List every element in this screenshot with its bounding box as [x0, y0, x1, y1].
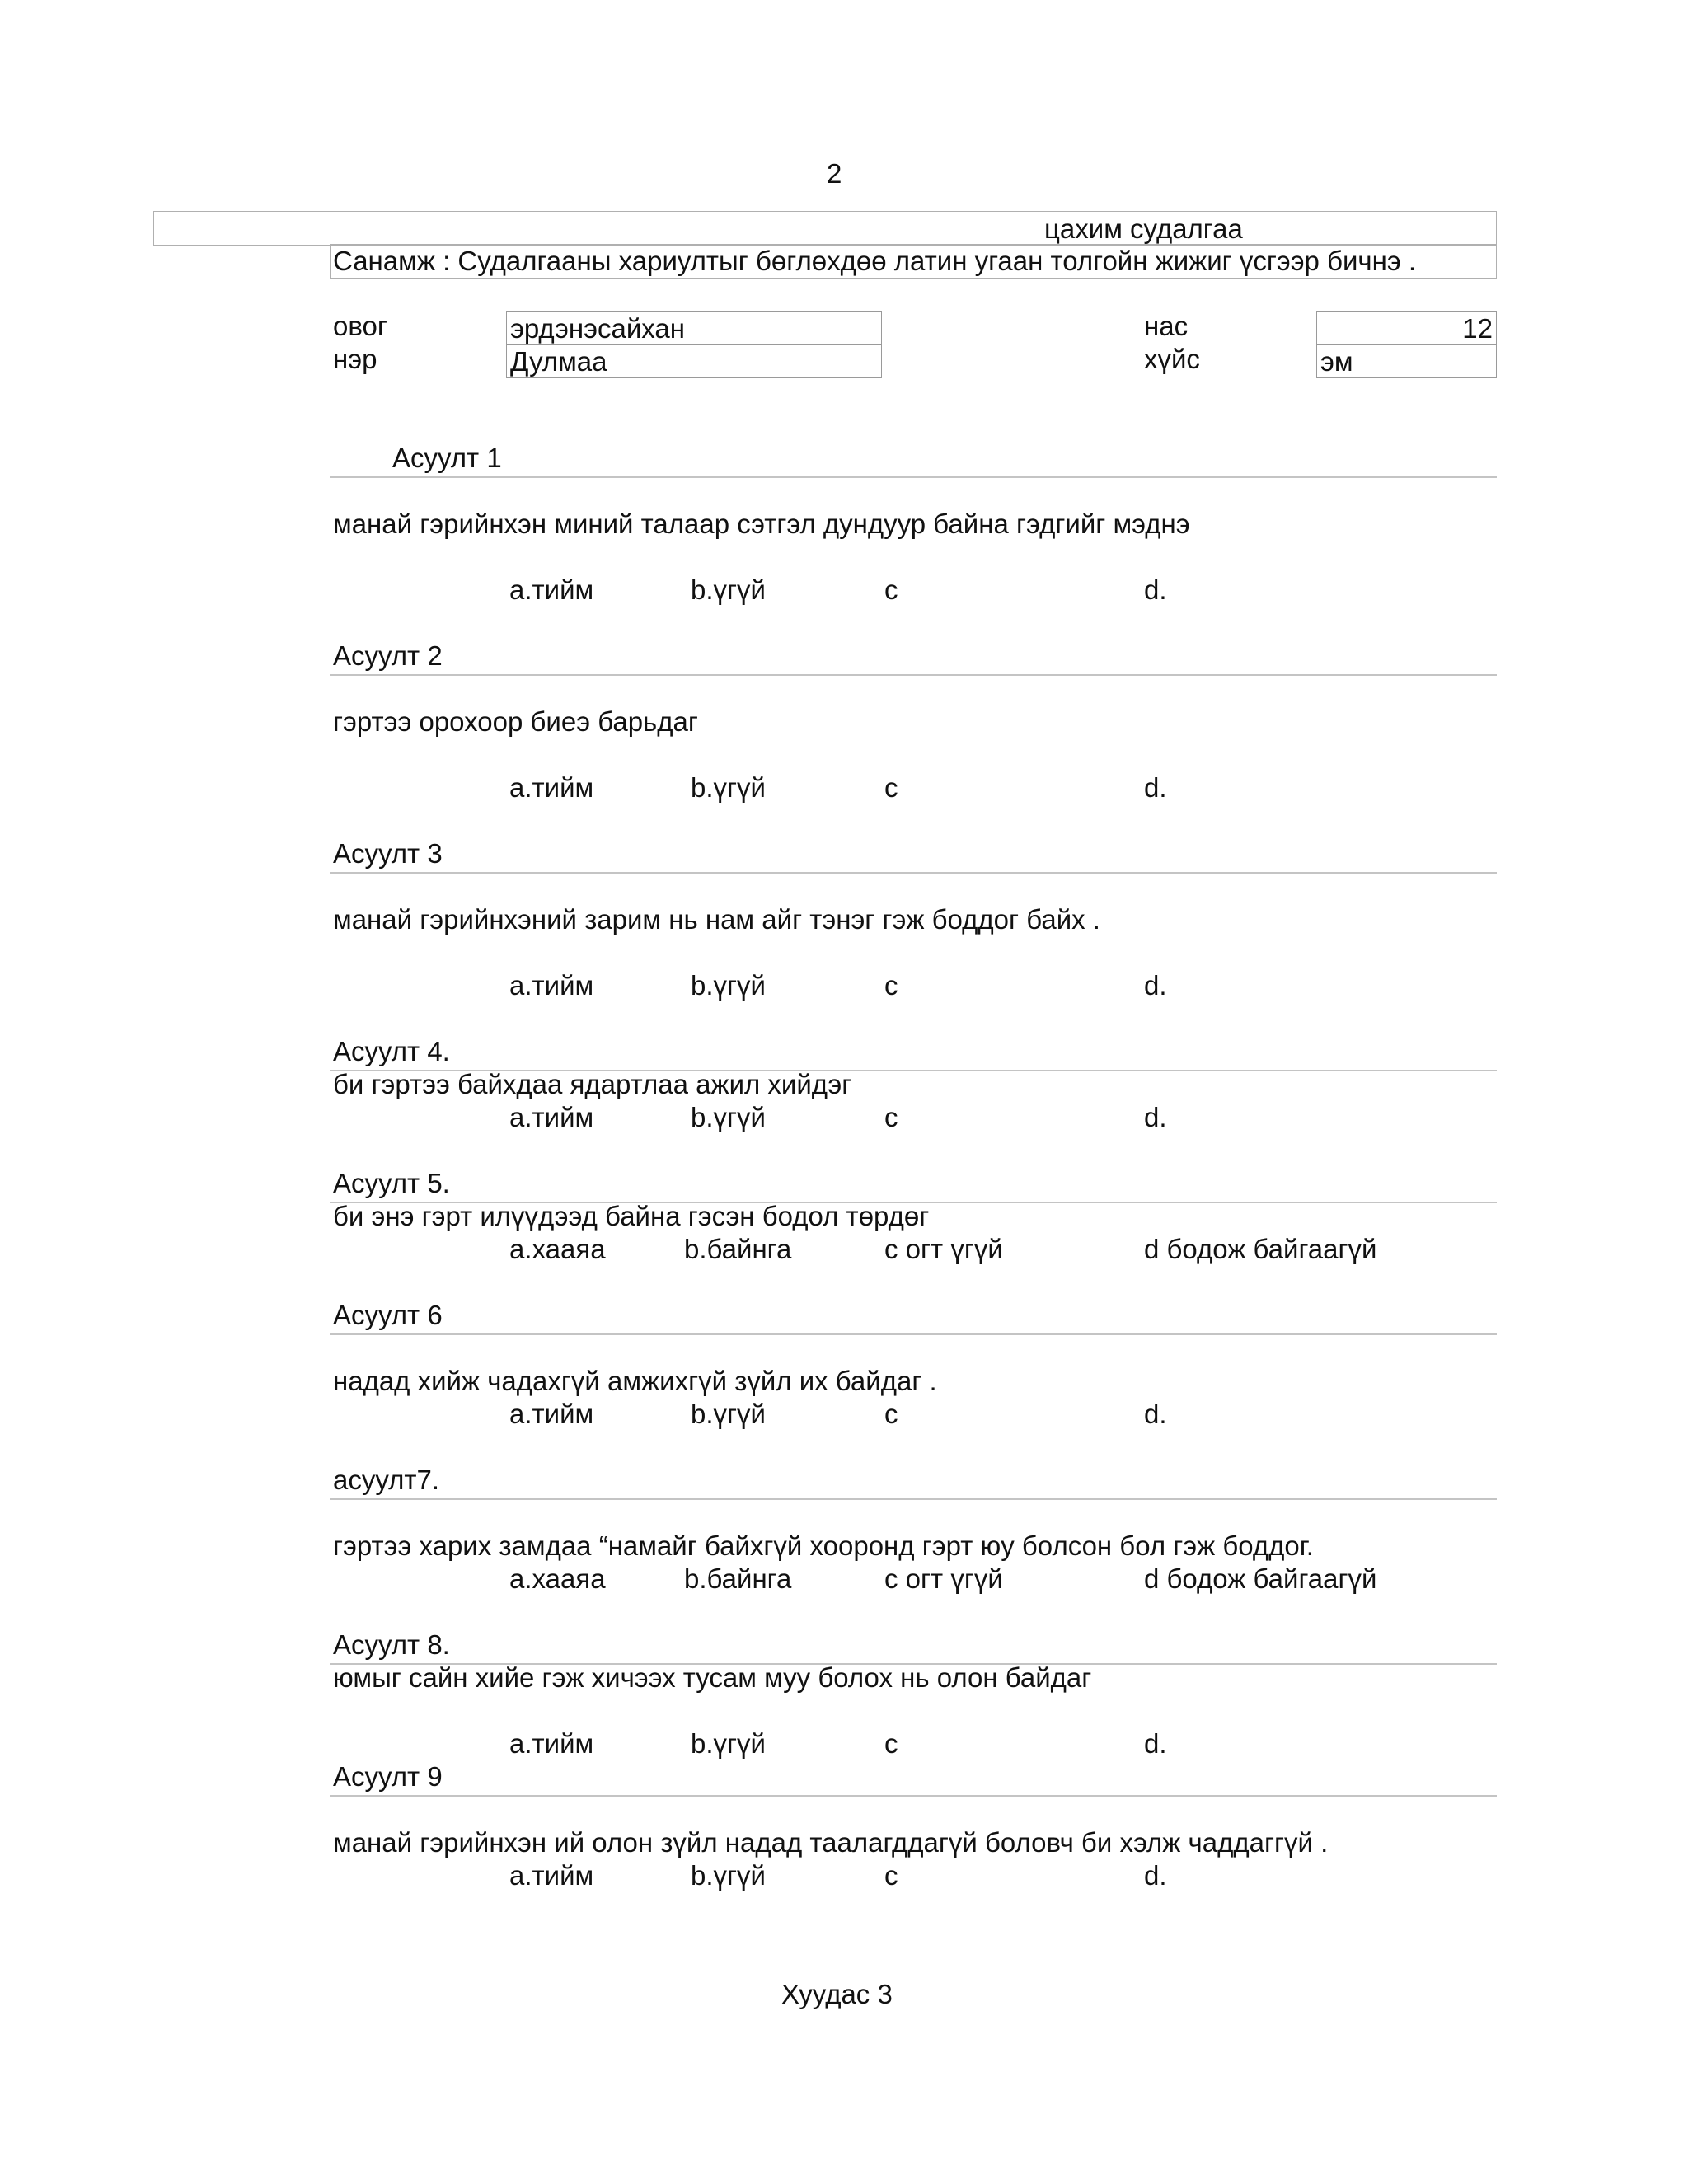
option-d[interactable]: d бодож байгаагүй [1144, 1563, 1377, 1594]
option-b[interactable]: b.байнга [684, 1234, 792, 1264]
option-d[interactable]: d. [1144, 574, 1167, 605]
option-a[interactable]: а.тийм [509, 772, 594, 803]
answer-options [0, 1400, 1688, 1433]
surname-label: овог [333, 311, 387, 341]
answer-options [0, 576, 1688, 609]
question-title: Асуулт 1 [392, 443, 502, 473]
page-number: 2 [827, 158, 842, 189]
option-b[interactable]: b.үгүй [691, 574, 766, 605]
question-text: би энэ гэрт илүүдээд байна гэсэн бодол төрдөг [333, 1201, 930, 1231]
option-d[interactable]: d бодож байгаагүй [1144, 1234, 1377, 1264]
option-c[interactable]: c огт үгүй [884, 1563, 1003, 1594]
sex-label: хүйс [1144, 344, 1200, 374]
name-label: нэр [333, 344, 377, 374]
option-d[interactable]: d. [1144, 1399, 1167, 1429]
option-b[interactable]: b.үгүй [691, 1399, 766, 1429]
doc-title-box [153, 211, 1497, 246]
question-text: манай гэрийнхэн миний талаар сэтгэл дундуур байна гэдгийг мэднэ [333, 509, 1190, 539]
age-field[interactable] [1316, 311, 1497, 345]
option-d[interactable]: d. [1144, 772, 1167, 803]
question-divider [330, 1795, 1497, 1797]
option-c[interactable]: c [884, 1728, 898, 1759]
option-a[interactable]: а.тийм [509, 1860, 594, 1891]
answer-options [0, 1104, 1688, 1137]
question-divider [330, 1498, 1497, 1500]
option-d[interactable]: d. [1144, 1102, 1167, 1132]
surname-value: эрдэнэсайхан [510, 313, 685, 344]
question-title: Асуулт 6 [333, 1300, 443, 1330]
answer-options [0, 774, 1688, 807]
option-b[interactable]: b.үгүй [691, 1860, 766, 1891]
name-value: Дулмаа [510, 346, 607, 377]
option-d[interactable]: d. [1144, 1860, 1167, 1891]
option-c[interactable]: c [884, 1102, 898, 1132]
option-a[interactable]: а.тийм [509, 1728, 594, 1759]
option-a[interactable]: а.хааяа [509, 1563, 606, 1594]
option-a[interactable]: а.тийм [509, 1102, 594, 1132]
question-divider [330, 1333, 1497, 1335]
question-title: Асуулт 4. [333, 1036, 450, 1066]
question-title: Асуулт 3 [333, 838, 443, 869]
option-c[interactable]: c [884, 772, 898, 803]
answer-options [0, 1862, 1688, 1895]
note-text: Санамж : Судалгааны хариултыг бөглөхдөө латин угаан толгойн жижиг үсгээр бичнэ . [333, 246, 1417, 276]
option-b[interactable]: b.үгүй [691, 970, 766, 1001]
question-text: надад хийж чадахгүй амжихгүй зүйл их байдаг . [333, 1366, 937, 1396]
option-b[interactable]: b.байнга [684, 1563, 792, 1594]
answer-options [0, 1730, 1688, 1763]
option-b[interactable]: b.үгүй [691, 1728, 766, 1759]
age-label: нас [1144, 311, 1189, 341]
option-d[interactable]: d. [1144, 1728, 1167, 1759]
option-a[interactable]: а.тийм [509, 574, 594, 605]
note-box [330, 244, 1497, 279]
option-a[interactable]: а.хааяа [509, 1234, 606, 1264]
question-title: асуулт7. [333, 1465, 440, 1495]
sex-value: эм [1320, 346, 1353, 377]
name-field[interactable] [506, 344, 882, 378]
question-divider [330, 476, 1497, 478]
option-d[interactable]: d. [1144, 970, 1167, 1001]
option-a[interactable]: а.тийм [509, 1399, 594, 1429]
option-c[interactable]: c [884, 1860, 898, 1891]
option-b[interactable]: b.үгүй [691, 1102, 766, 1132]
doc-title: цахим судалгаа [1044, 213, 1243, 244]
question-title: Асуулт 5. [333, 1168, 450, 1198]
option-c[interactable]: c [884, 574, 898, 605]
option-b[interactable]: b.үгүй [691, 772, 766, 803]
question-text: би гэртээ байхдаа ядартлаа ажил хийдэг [333, 1069, 852, 1099]
sex-field[interactable] [1316, 344, 1497, 378]
age-value: 12 [1462, 313, 1493, 344]
question-title: Асуулт 9 [333, 1761, 443, 1792]
question-text: манай гэрийнхэн ий олон зүйл надад таалагддагүй боловч би хэлж чаддаггүй . [333, 1827, 1329, 1858]
answer-options [0, 972, 1688, 1005]
question-text: юмыг сайн хийе гэж хичээх тусам муу болох нь олон байдаг [333, 1662, 1092, 1693]
question-divider [330, 872, 1497, 874]
question-title: Асуулт 8. [333, 1629, 450, 1660]
question-title: Асуулт 2 [333, 640, 443, 671]
question-divider [330, 674, 1497, 676]
footer-page-label: Хуудас 3 [781, 1979, 893, 2009]
option-a[interactable]: а.тийм [509, 970, 594, 1001]
question-text: манай гэрийнхэний зарим нь нам айг тэнэг гэж боддог байх . [333, 904, 1100, 935]
option-c[interactable]: c [884, 1399, 898, 1429]
surname-field[interactable] [506, 311, 882, 345]
answer-options [0, 1565, 1688, 1598]
option-c[interactable]: c [884, 970, 898, 1001]
option-c[interactable]: c огт үгүй [884, 1234, 1003, 1264]
question-text: гэртээ харих замдаа “намайг байхгүй хооронд гэрт юу болсон бол гэж боддог. [333, 1530, 1314, 1561]
question-text: гэртээ орохоор биеэ барьдаг [333, 706, 698, 737]
answer-options [0, 1235, 1688, 1268]
